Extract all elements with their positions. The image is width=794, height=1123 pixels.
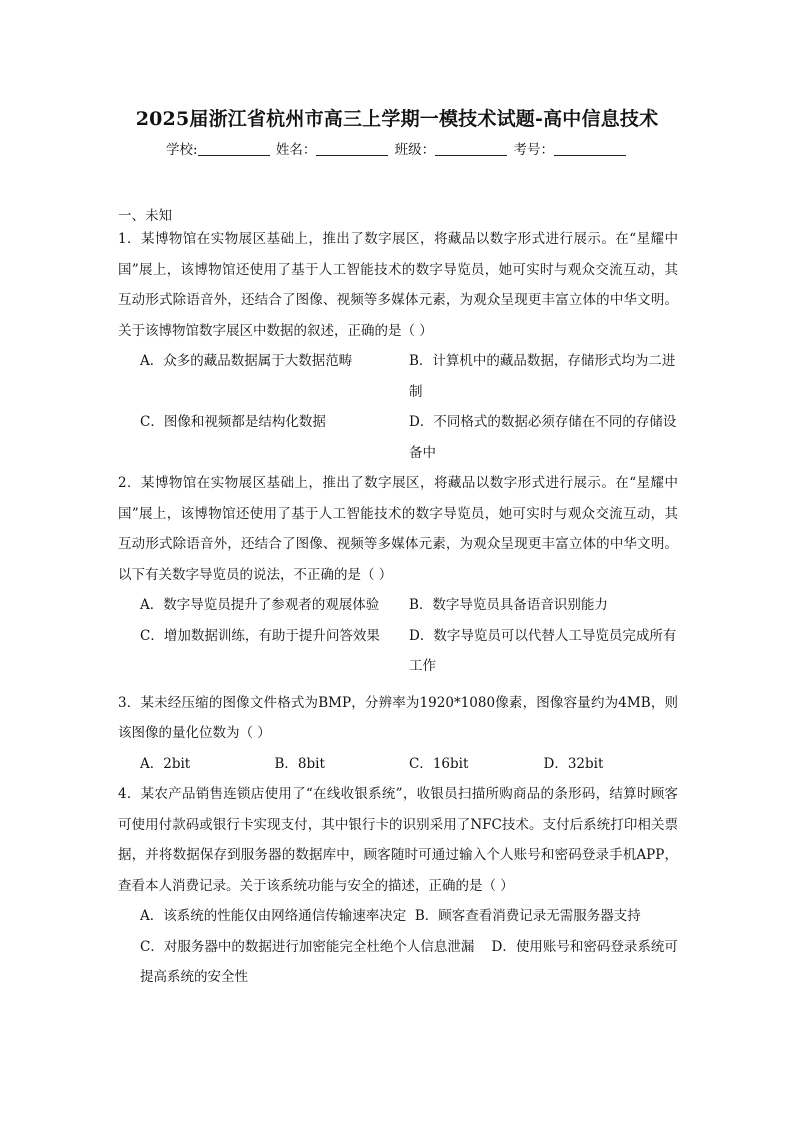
exam-no-label: 考号： <box>513 142 554 158</box>
student-info-line <box>0 138 794 158</box>
question-options <box>118 749 678 780</box>
option-a: A．该系统的性能仅由网络通信传输速率决定 <box>140 908 407 924</box>
option-c: C．图像和视频都是结构化数据 <box>140 414 326 430</box>
class-label: 班级： <box>394 142 436 158</box>
option-c: C．增加数据训练，有助于提升问答效果 <box>140 627 380 644</box>
option-d: D．不同格式的数据必须存储在不同的存储设备中 <box>409 414 677 461</box>
question-stem: 1．某博物馆在实物展区基础上，推出了数字展区，将藏品以数字形式进行展示。在“星耀中国”展上，该博物馆还使用了基于人工智能技术的数字导览员，她可实时与观众交流互动，其互动形式除语音外，还结合了图像、视频等多媒体元素，为观众呈现更丰富立体的中华文明。关于该博物馆数字展区中数据的叙述，正确的是（ ） <box>118 231 678 339</box>
page-title: 2025届浙江省杭州市高三上学期一模技术试题-高中信息技术 <box>135 108 659 130</box>
option-b: B．数字导览员具备语音识别能力 <box>409 597 608 613</box>
section-heading: 一、未知 <box>118 208 172 224</box>
exam-no-blank[interactable] <box>554 141 626 156</box>
question-options <box>118 901 678 993</box>
option-c: C．对服务器中的数据进行加密能完全杜绝个人信息泄漏 <box>140 938 475 955</box>
school-blank[interactable] <box>198 141 270 156</box>
class-blank[interactable] <box>435 141 507 156</box>
option-d: D．32bit <box>543 755 604 772</box>
option-a: A．2bit <box>140 755 191 772</box>
option-d: D．数字导览员可以代替人工导览员完成所有工作 <box>409 627 677 674</box>
question-list <box>118 224 678 993</box>
option-c: C．16bit <box>409 755 469 772</box>
option-b: B．计算机中的藏品数据，存储形式均为二进制 <box>409 353 676 400</box>
option-a: A．众多的藏品数据属于大数据范畴 <box>140 353 353 369</box>
question-stem: 2．某博物馆在实物展区基础上，推出了数字展区，将藏品以数字形式进行展示。在“星耀中国”展上，该博物馆还使用了基于人工智能技术的数字导览员，她可实时与观众交流互动，其互动形式除语音外，还结合了图像、视频等多媒体元素，为观众呈现更丰富立体的中华文明。以下有关数字导览员的说法，不正确的是（ ） <box>118 475 678 583</box>
question-stem: 3．某未经压缩的图像文件格式为BMP，分辨率为1920*1080像素，图像容量约为4MB，则该图像的量化位数为（ ） <box>118 694 678 741</box>
school-label: 学校: <box>166 142 198 158</box>
question-stem: 4．某农产品销售连锁店使用了“在线收银系统”，收银员扫描所购商品的条形码，结算时顾客可使用付款码或银行卡实现支付，其中银行卡的识别采用了NFC技术。支付后系统打印相关票据，并将数据保存到服务器的数据库中，顾客随时可通过输入个人账号和密码登录手机APP，查看本人消费记录。关于该系统功能与安全的描述，正确的是（ ） <box>118 786 678 894</box>
question-options <box>118 346 678 468</box>
option-b: B．顾客查看消费记录无需服务器支持 <box>414 908 641 924</box>
question-options <box>118 590 678 682</box>
option-d: D．使用账号和密码登录系统可提高系统的安全性 <box>140 938 678 985</box>
name-blank[interactable] <box>316 141 388 156</box>
name-label: 姓名： <box>275 142 317 158</box>
option-a: A．数字导览员提升了参观者的观展体验 <box>140 597 380 613</box>
option-b: B．8bit <box>274 755 325 772</box>
